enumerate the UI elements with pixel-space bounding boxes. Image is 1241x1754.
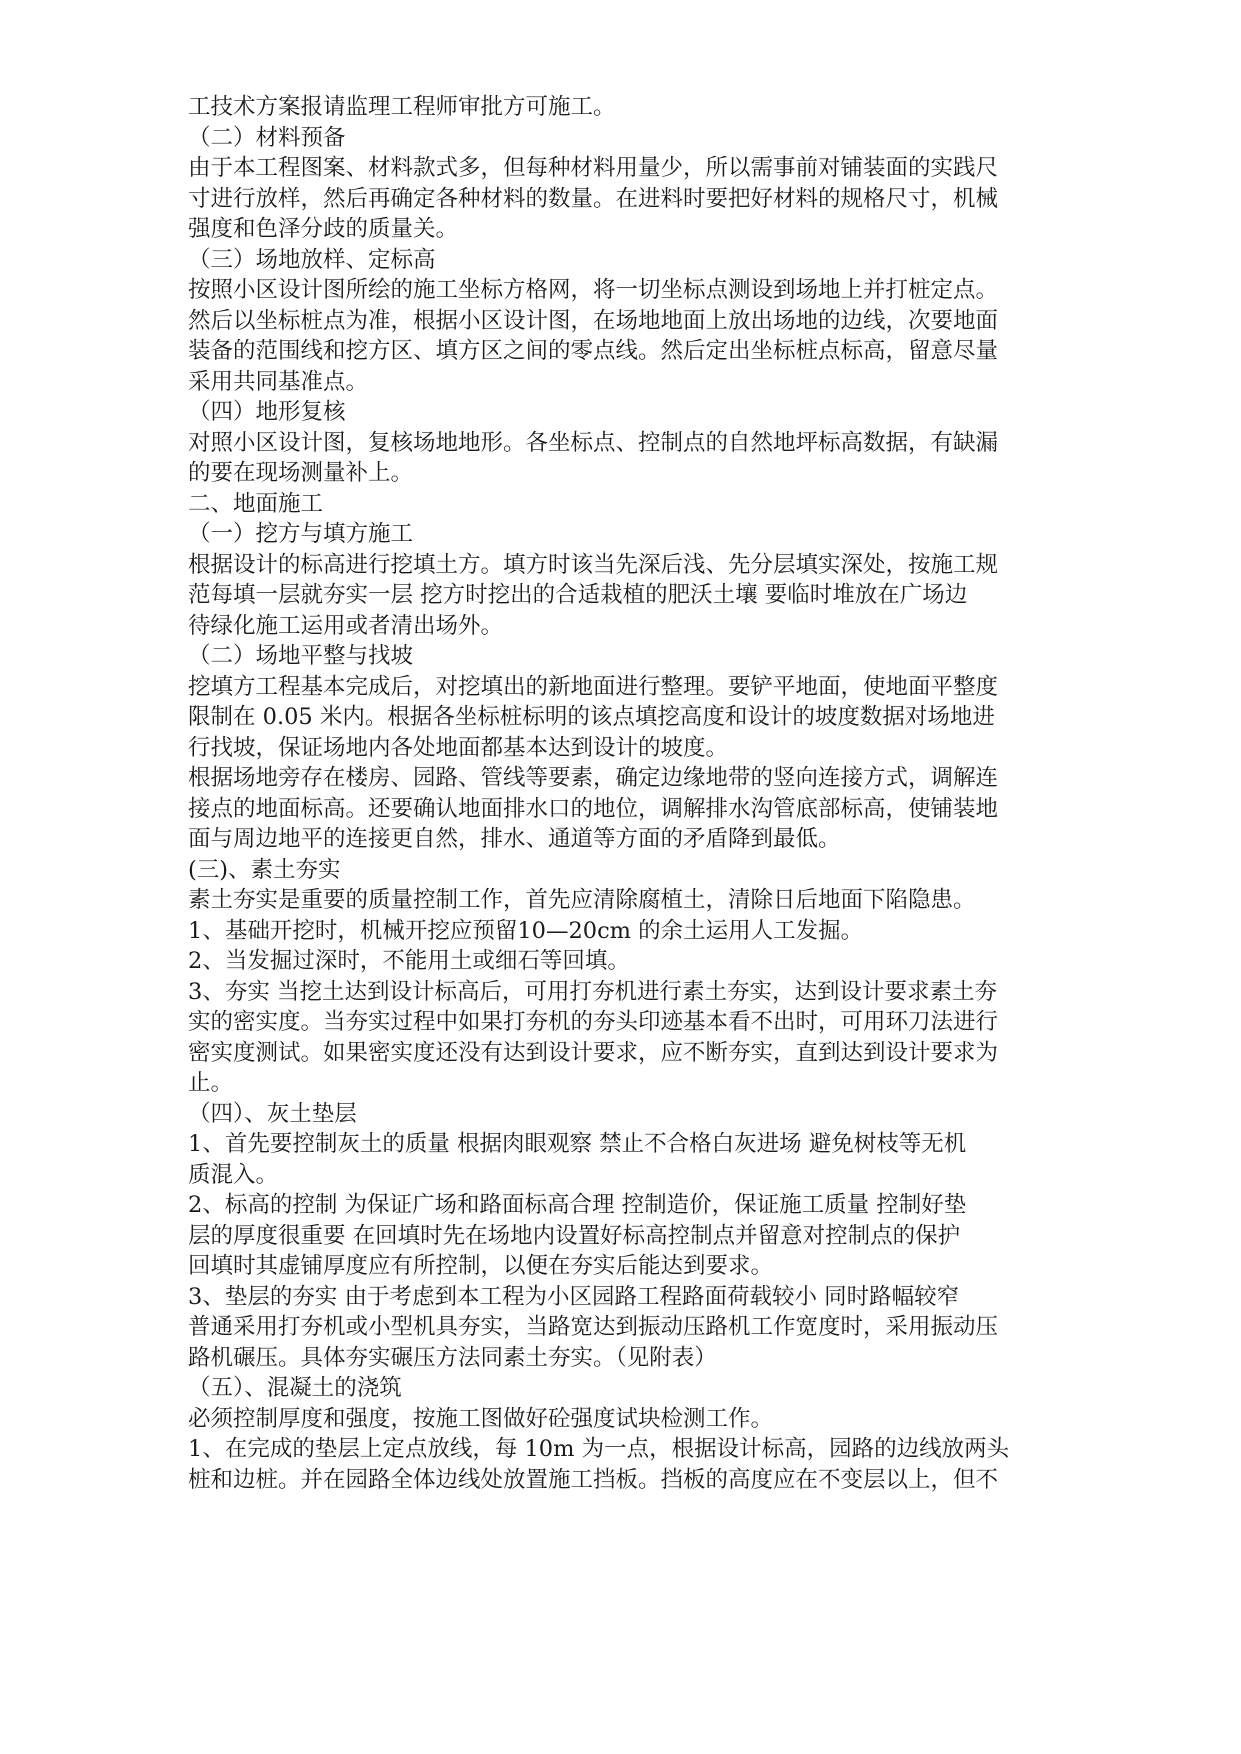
text-line: 工技术方案报请监理工程师审批方可施工。 [188,94,616,120]
section-heading: （二）材料预备 [188,124,346,151]
text-line: 挖填方工程基本完成后，对挖填出的新地面进行整理。要铲平地面，使地面平整度 [188,673,999,700]
text-line: 1、基础开挖时，机械开挖应预留10—20cm 的余土运用人工发掘。 [188,917,864,944]
section-heading: （三）场地放样、定标高 [188,246,436,273]
section-heading: (三)、素土夯实 [188,856,341,883]
text-line: 普通采用打夯机或小型机具夯实，当路宽达到振动压路机工作宽度时，采用振动压 [188,1314,999,1340]
text-line: 素土夯实是重要的质量控制工作，首先应清除腐植土，清除日后地面下陷隐患。 [188,887,976,913]
chapter-heading: 二、地面施工 [188,490,324,517]
text-line: 回填时其虚铺厚度应有所控制，以便在夯实后能达到要求。 [188,1253,774,1279]
text-line: 对照小区设计图，复核场地地形。各坐标点、控制点的自然地坪标高数据，有缺漏 [188,429,999,456]
text-line: 质混入。 [188,1161,279,1188]
text-line: 3、夯实 当挖土达到设计标高后，可用打夯机进行素土夯实，达到设计要求素土夯 [188,978,997,1005]
text-line: 2、标高的控制 为保证广场和路面标高合理 控制造价，保证施工质量 控制好垫 [188,1192,967,1218]
text-line: 限制在 0.05 米内。根据各坐标桩标明的该点填挖高度和设计的坡度数据对场地进 [188,704,995,730]
text-line: 3、垫层的夯实 由于考虑到本工程为小区园路工程路面荷载较小 同时路幅较窄 [188,1283,960,1310]
text-line: 根据设计的标高进行挖填土方。填方时该当先深后浅、先分层填实深处，按施工规 [188,551,999,578]
text-line: 接点的地面标高。还要确认地面排水口的地位，调解排水沟管底部标高，使铺装地 [188,795,999,822]
text-line: 密实度测试。如果密实度还没有达到设计要求，应不断夯实，直到达到设计要求为 [188,1039,999,1066]
text-line: 层的厚度很重要 在回填时先在场地内设置好标高控制点并留意对控制点的保护 [188,1222,961,1249]
section-heading: （四）地形复核 [188,399,346,425]
text-line: 2、当发掘过深时，不能用土或细石等回填。 [188,948,630,974]
text-line: 止。 [188,1070,234,1096]
text-line: 桩和边桩。并在园路全体边线处放置施工挡板。挡板的高度应在不变层以上，但不 [188,1466,999,1493]
text-line: 采用共同基准点。 [188,368,369,395]
text-line: 寸进行放样，然后再确定各种材料的数量。在进料时要把好材料的规格尺寸，机械 [188,185,999,212]
text-line: 按照小区设计图所绘的施工坐标方格网，将一切坐标点测设到场地上并打桩定点。 [188,277,999,303]
text-line: 由于本工程图案、材料款式多，但每种材料用量少，所以需事前对铺装面的实践尺 [188,155,999,181]
text-line: 路机碾压。具体夯实碾压方法同素土夯实。（见附表） [188,1344,717,1371]
document-body [188,92,1088,1495]
text-line: 范每填一层就夯实一层 挖方时挖出的合适栽植的肥沃土壤 要临时堆放在广场边 [188,582,968,608]
section-heading: （四）、灰土垫层 [188,1100,357,1127]
text-line: 装备的范围线和挖方区、填方区之间的零点线。然后定出坐标桩点标高，留意尽量 [188,338,999,364]
text-line: 1、在完成的垫层上定点放线，每 10m 为一点，根据设计标高，园路的边线放两头 [188,1436,1010,1462]
section-heading: （一）挖方与填方施工 [188,521,414,547]
text-line: 的要在现场测量补上。 [188,460,414,486]
section-heading: （二）场地平整与找坡 [188,643,414,669]
text-line: 行找坡，保证场地内各处地面都基本达到设计的坡度。 [188,734,729,761]
text-line: 根据场地旁存在楼房、园路、管线等要素，确定边缘地带的竖向连接方式，调解连 [188,765,999,791]
section-heading: （五）、混凝土的浇筑 [188,1375,402,1401]
text-line: 实的密实度。当夯实过程中如果打夯机的夯头印迹基本看不出时，可用环刀法进行 [188,1009,999,1035]
text-line: 然后以坐标桩点为准，根据小区设计图，在场地地面上放出场地的边线，次要地面 [188,307,999,334]
text-line: 强度和色泽分歧的质量关。 [188,216,459,242]
text-line: 必须控制厚度和强度，按施工图做好砼强度试块检测工作。 [188,1405,774,1432]
text-line: 待绿化施工运用或者清出场外。 [188,612,504,639]
text-line: 1、首先要控制灰土的质量 根据肉眼观察 禁止不合格白灰进场 避免树枝等无机 [188,1131,967,1157]
text-line: 面与周边地平的连接更自然，排水、通道等方面的矛盾降到最低。 [188,826,841,852]
